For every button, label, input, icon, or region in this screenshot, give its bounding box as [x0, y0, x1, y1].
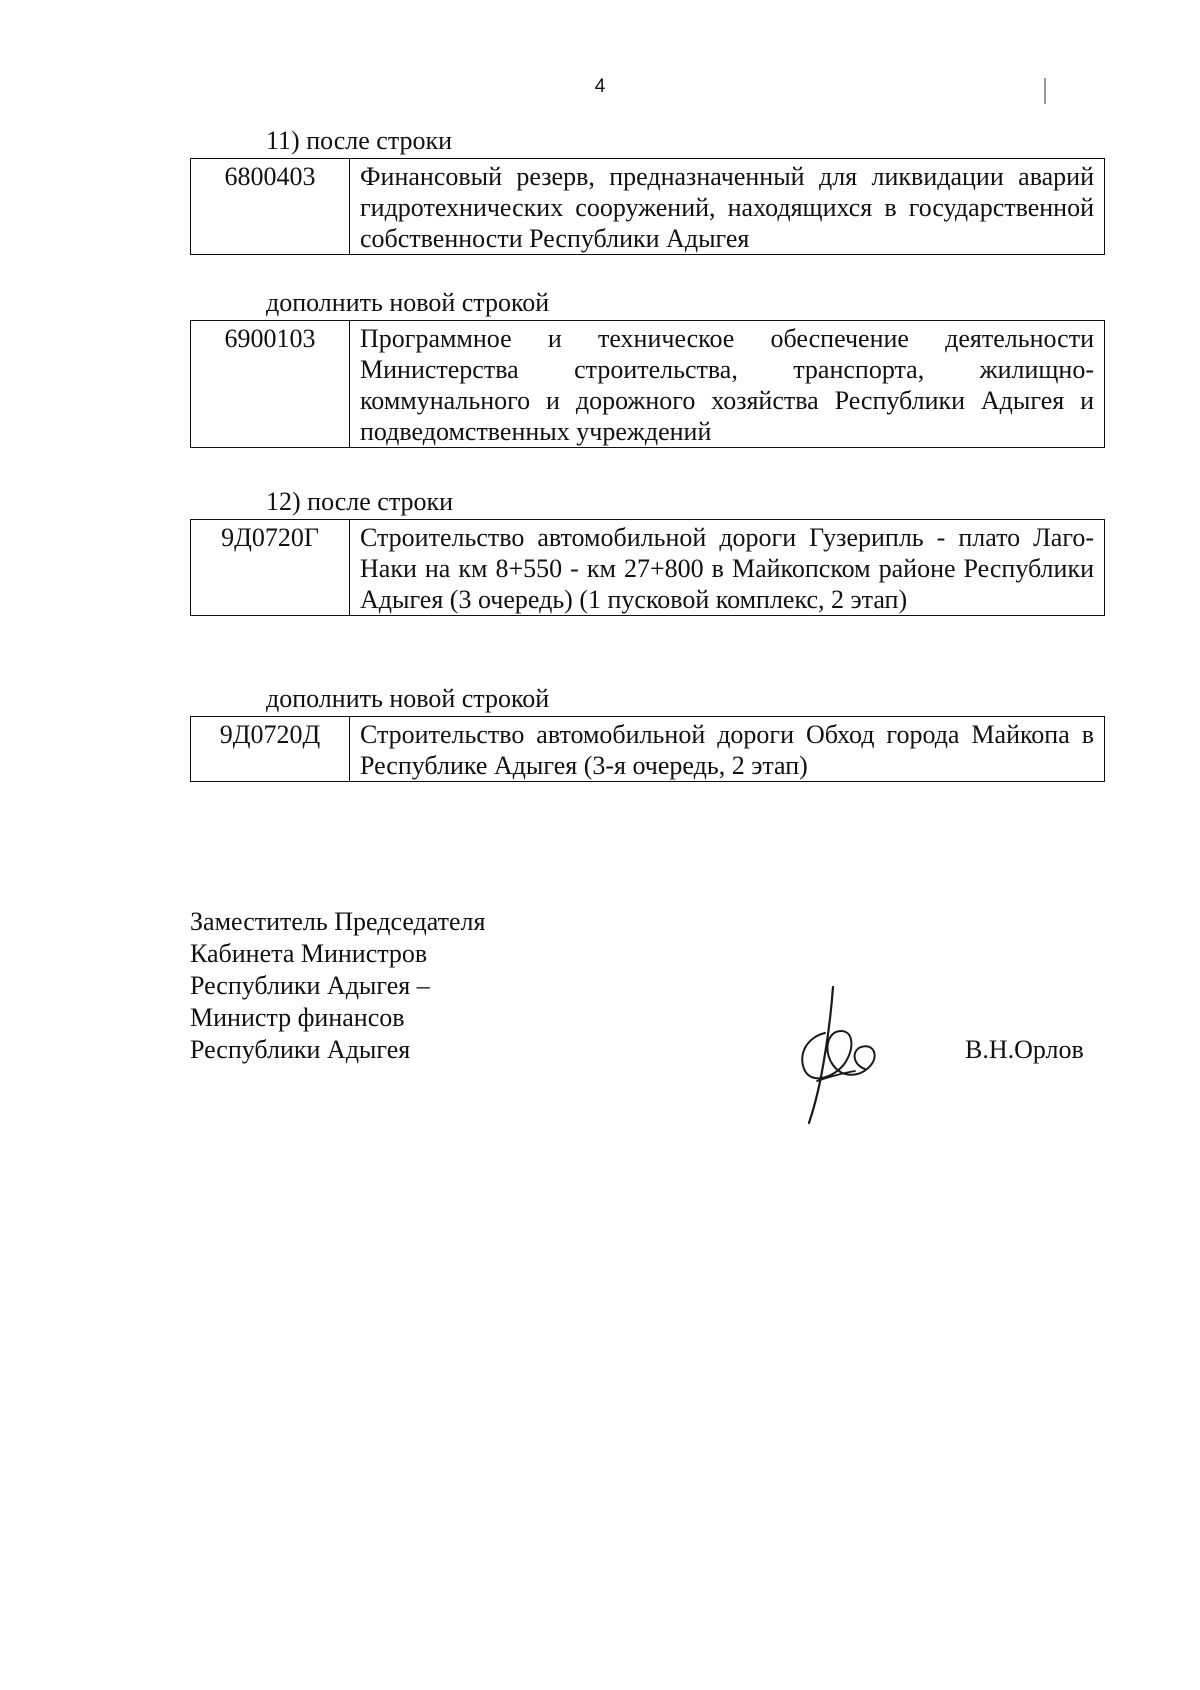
table-row — [191, 321, 1105, 448]
table-row — [191, 717, 1105, 782]
entry-description: Строительство автомобильной дороги Гузерипль - плато Лаго-Наки на км 8+550 - км 27+800 в Майкопском районе Республики Адыгея (3 очередь) (1 пусковой комплекс, 2 этап) — [350, 520, 1105, 616]
signatory-position — [190, 906, 485, 1066]
signatory-name: В.Н.Орлов — [965, 1035, 1084, 1064]
signatory-position-line: Кабинета Министров — [190, 939, 428, 968]
table-row — [191, 520, 1105, 616]
entry-table-6800403 — [190, 158, 1105, 255]
page-number: 4 — [594, 76, 606, 97]
entry-table-6900103 — [190, 320, 1105, 448]
entry-table-9D0720G — [190, 519, 1105, 616]
entry-description: Строительство автомобильной дороги Обход города Майкопа в Республике Адыгея (3-я очередь, 2 этап) — [350, 717, 1105, 782]
entry-description: Программное и техническое обеспечение деятельности Министерства строительства, транспорта, жилищно-коммунального и дорожного хозяйства Республики Адыгея и подведомственных учреждений — [350, 321, 1105, 448]
entry-code: 6800403 — [191, 159, 350, 255]
signatory-position-line: Республики Адыгея – — [190, 971, 430, 1000]
section-label-add-row-1: дополнить новой строкой — [266, 288, 550, 317]
section-label-add-row-2: дополнить новой строкой — [266, 684, 550, 713]
signatory-position-line: Министр финансов — [190, 1003, 405, 1032]
entry-code: 6900103 — [191, 321, 350, 448]
entry-table-9D0720D — [190, 716, 1105, 782]
section-label-12: 12) после строки — [266, 487, 454, 516]
signatory-position-line: Республики Адыгея — [190, 1035, 411, 1064]
entry-description: Финансовый резерв, предназначенный для ликвидации аварий гидротехнических сооружений, находящихся в государственной собственности Республики Адыгея — [350, 159, 1105, 255]
signatory-position-line: Заместитель Председателя — [190, 907, 486, 936]
section-label-11: 11) после строки — [266, 126, 453, 155]
handwritten-signature — [795, 985, 885, 1125]
entry-code: 9Д0720Г — [191, 520, 350, 616]
entry-code: 9Д0720Д — [191, 717, 350, 782]
table-row — [191, 159, 1105, 255]
